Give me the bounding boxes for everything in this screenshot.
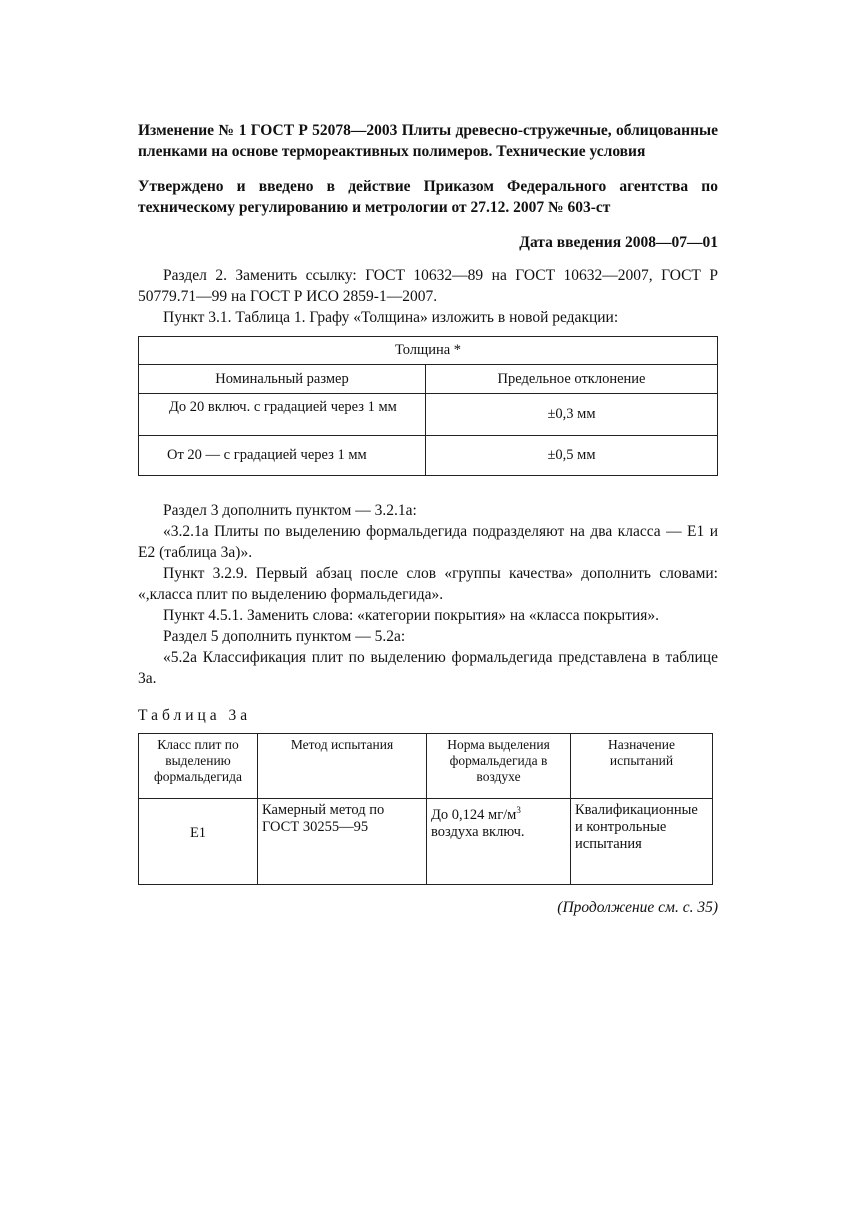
paragraph-clause-5-2a: «5.2а Классификация плит по выделению формальдегида представлена в таблице 3а. xyxy=(138,649,718,687)
table-thickness-header-tolerance: Предельное отклонение xyxy=(426,365,718,394)
paragraph-section-2: Раздел 2. Заменить ссылку: ГОСТ 10632—89 на ГОСТ 10632—2007, ГОСТ Р 50779.71—99 на ГОСТ Р ИСО 2859-1—2007. xyxy=(138,267,718,305)
table-3a-norm-cell: До 0,124 $мг/м^3$ воздуха включ. xyxy=(427,799,571,885)
paragraph-clause-3-2-9: Пункт 3.2.9. Первый абзац после слов «группы качества» дополнить словами: «,класса плит по выделению формальдегида». xyxy=(138,565,718,603)
table-3a-header: Норма выделения формальдегида в воздухе xyxy=(427,734,571,799)
paragraph-section-3: Раздел 3 дополнить пунктом — 3.2.1а: xyxy=(163,502,417,519)
document-page xyxy=(138,120,718,933)
continuation-note: (Продолжение см. с. 35) xyxy=(557,899,718,916)
paragraph-section-5: Раздел 5 дополнить пунктом — 5.2а: xyxy=(163,628,406,645)
approval-statement: Утверждено и введено в действие Приказом Федерального агентства по техническому регулированию и метрологии от 27.12. 2007 № 603-ст xyxy=(138,178,718,216)
effective-date: Дата введения 2008—07—01 xyxy=(519,234,718,251)
table-thickness-cell: До 20 включ. с градацией через 1 мм xyxy=(139,394,426,436)
table-thickness-cell: ±0,3 мм xyxy=(426,394,718,436)
table-thickness-cell: От 20 — с градацией через 1 мм xyxy=(139,436,426,476)
table-3a-header: Класс плит по выделению формальдегида xyxy=(139,734,258,799)
paragraph-clause-4-5-1: Пункт 4.5.1. Заменить слова: «категории покрытия» на «класса покрытия». xyxy=(163,607,660,624)
table-thickness-title: Толщина * xyxy=(139,337,718,365)
amendment-title: Изменение № 1 ГОСТ Р 52078—2003 Плиты древесно-стружечные, облицованные пленками на основе термореактивных полимеров. Технические условия xyxy=(138,122,718,160)
paragraph-clause-3-2-1a: «3.2.1а Плиты по выделению формальдегида подразделяют на два класса — Е1 и Е2 (таблица 3а)». xyxy=(138,523,718,561)
table-3a-purpose-cell: Квалификационные и контрольные испытания xyxy=(571,799,713,885)
table-thickness-header-nominal: Номинальный размер xyxy=(139,365,426,394)
table-3a xyxy=(138,733,713,885)
table-3a-class-cell: Е1 xyxy=(139,799,258,885)
table-3a-method-cell: Камерный метод по ГОСТ 30255—95 xyxy=(258,799,427,885)
table-thickness-cell: ±0,5 мм xyxy=(426,436,718,476)
table-3a-caption: Таблица 3а xyxy=(138,707,252,724)
paragraph-clause-3-1: Пункт 3.1. Таблица 1. Графу «Толщина» изложить в новой редакции: xyxy=(163,309,619,326)
table-3a-header: Назначение испытаний xyxy=(571,734,713,799)
table-thickness xyxy=(138,336,718,476)
table-3a-header: Метод испытания xyxy=(258,734,427,799)
